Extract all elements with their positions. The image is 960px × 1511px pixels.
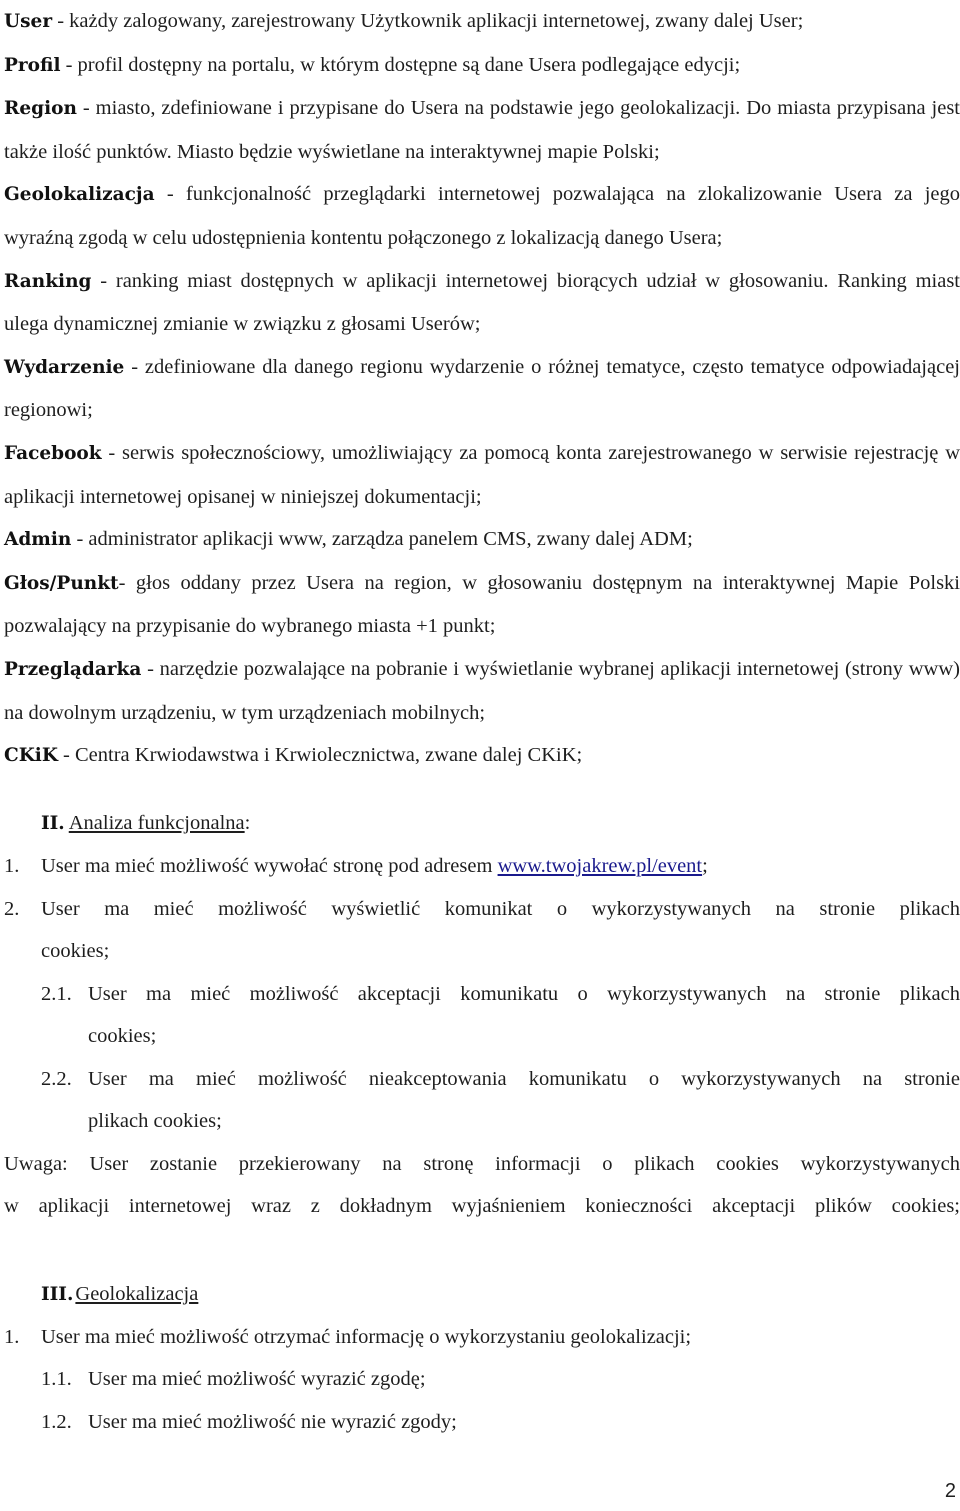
list-number: 1. <box>4 855 20 877</box>
definition-text: - Centra Krwiodawstwa i Krwiolecznictwa, zwane dalej CKiK; <box>57 744 583 767</box>
list-number: 1. <box>4 1326 20 1348</box>
list-text-line: User ma mieć możliwość nieakceptowania komunikatu o wykorzystywanych na stronie <box>88 1068 960 1090</box>
event-url-link[interactable]: www.twojakrew.pl/event <box>497 855 703 877</box>
definition-text: - funkcjonalność przeglądarki internetowej pozwalająca na zlokalizowanie Usera za jego wyraźną zgodą w celu udostępnienia kontentu połączonego z lokalizacją danego Usera; <box>4 183 960 249</box>
definition-ranking <box>4 260 960 346</box>
definition-text: - profil dostępny na portalu, w którym dostępne są dane Usera podlegające edycji; <box>60 53 741 76</box>
definition-profil <box>4 44 960 88</box>
section-heading-geolokalizacja <box>41 1279 198 1310</box>
definition-term: Głos/Punkt <box>4 572 119 594</box>
definition-text: - każdy zalogowany, zarejestrowany Użytkownik aplikacji internetowej, zwany dalej User; <box>52 10 804 32</box>
definition-term: Facebook <box>4 442 102 464</box>
section-number: III. <box>41 1284 74 1305</box>
definitions-list <box>4 0 960 778</box>
list-number: 1.1. <box>41 1368 72 1390</box>
definition-przegladarka <box>4 648 960 734</box>
definition-user <box>4 0 960 44</box>
definition-admin <box>4 518 960 562</box>
definition-text: - miasto, zdefiniowane i przypisane do Usera na podstawie jego geolokalizacji. Do miasta przypisana jest także ilość punktów. Miasto będzie wyświetlane na interaktywnej mapie Polski; <box>4 97 960 163</box>
definition-term: User <box>4 11 53 32</box>
section-title: Geolokalizacja <box>75 1283 199 1305</box>
definition-term: CKiK <box>4 745 58 767</box>
definition-text: - ranking miast dostępnych w aplikacji internetowej biorących udział w głosowaniu. Ranking miast ulega dynamicznej zmianie w związku z głosami Userów; <box>4 269 960 336</box>
page-number: 2 <box>944 1480 956 1502</box>
definition-term: Ranking <box>4 270 92 292</box>
note-text-line: w aplikacji internetowej wraz z dokładnym wyjaśnieniem konieczności akceptacji plików cookies; <box>4 1195 960 1217</box>
list-text: User ma mieć możliwość otrzymać informację o wykorzystaniu geolokalizacji; <box>41 1326 692 1348</box>
definition-region <box>4 87 960 173</box>
definition-text: - serwis społecznościowy, umożliwiający za pomocą konta zarejestrowanego w serwisie rejestrację w aplikacji internetowej opisanej w niniejszej dokumentacji; <box>4 441 960 508</box>
definition-term: Profil <box>4 54 61 76</box>
list-text-line: cookies; <box>41 940 110 962</box>
list-text-line: User ma mieć możliwość akceptacji komunikatu o wykorzystywanych na stronie plikach <box>88 983 960 1005</box>
list-number: 2.2. <box>41 1068 72 1090</box>
list-text: User ma mieć możliwość nie wyrazić zgody; <box>88 1411 457 1433</box>
definition-term: Region <box>4 98 77 120</box>
section-number: II. <box>41 813 65 834</box>
list-text-line: plikach cookies; <box>88 1110 222 1132</box>
list-text-end: ; <box>702 855 708 877</box>
section-title-colon: : <box>244 812 251 834</box>
definition-geolokalizacja <box>4 173 960 259</box>
section-title: Analiza funkcjonalna <box>68 812 245 834</box>
definition-wydarzenie <box>4 346 960 432</box>
section-heading-analiza <box>41 808 250 839</box>
list-text-line: cookies; <box>88 1025 157 1047</box>
list-number: 1.2. <box>41 1411 72 1433</box>
definition-facebook <box>4 432 960 518</box>
definition-text: - zdefiniowane dla danego regionu wydarzenie o różnej tematyce, często tematyce odpowiadającej regionowi; <box>4 355 960 422</box>
definition-text: - głos oddany przez Usera na region, w głosowaniu dostępnym na interaktywnej Mapie Polski pozwalający na przypisanie do wybranego miasta +1 punkt; <box>4 571 960 638</box>
list-text-part: User ma mieć możliwość wywołać stronę pod adresem <box>41 855 498 877</box>
definition-term: Wydarzenie <box>4 356 125 378</box>
definition-term: Przeglądarka <box>4 658 142 680</box>
list-text-line: User ma mieć możliwość wyświetlić komunikat o wykorzystywanych na stronie plikach <box>41 898 960 920</box>
definition-glos-punkt <box>4 562 960 648</box>
list-number: 2.1. <box>41 983 72 1005</box>
definition-ckik <box>4 734 960 778</box>
definition-text: - administrator aplikacji www, zarządza panelem CMS, zwany dalej ADM; <box>71 528 693 551</box>
definition-text: - narzędzie pozwalające na pobranie i wyświetlanie wybranej aplikacji internetowej (strony www) na dowolnym urządzeniu, w tym urządzeniach mobilnych; <box>4 657 960 724</box>
definition-term: Geolokalizacja <box>4 184 155 206</box>
list-number: 2. <box>4 898 20 920</box>
definition-term: Admin <box>4 529 72 551</box>
note-text-line: Uwaga: User zostanie przekierowany na stronę informacji o plikach cookies wykorzystywanych <box>4 1153 960 1175</box>
list-text <box>41 851 708 881</box>
list-text: User ma mieć możliwość wyrazić zgodę; <box>88 1368 426 1390</box>
